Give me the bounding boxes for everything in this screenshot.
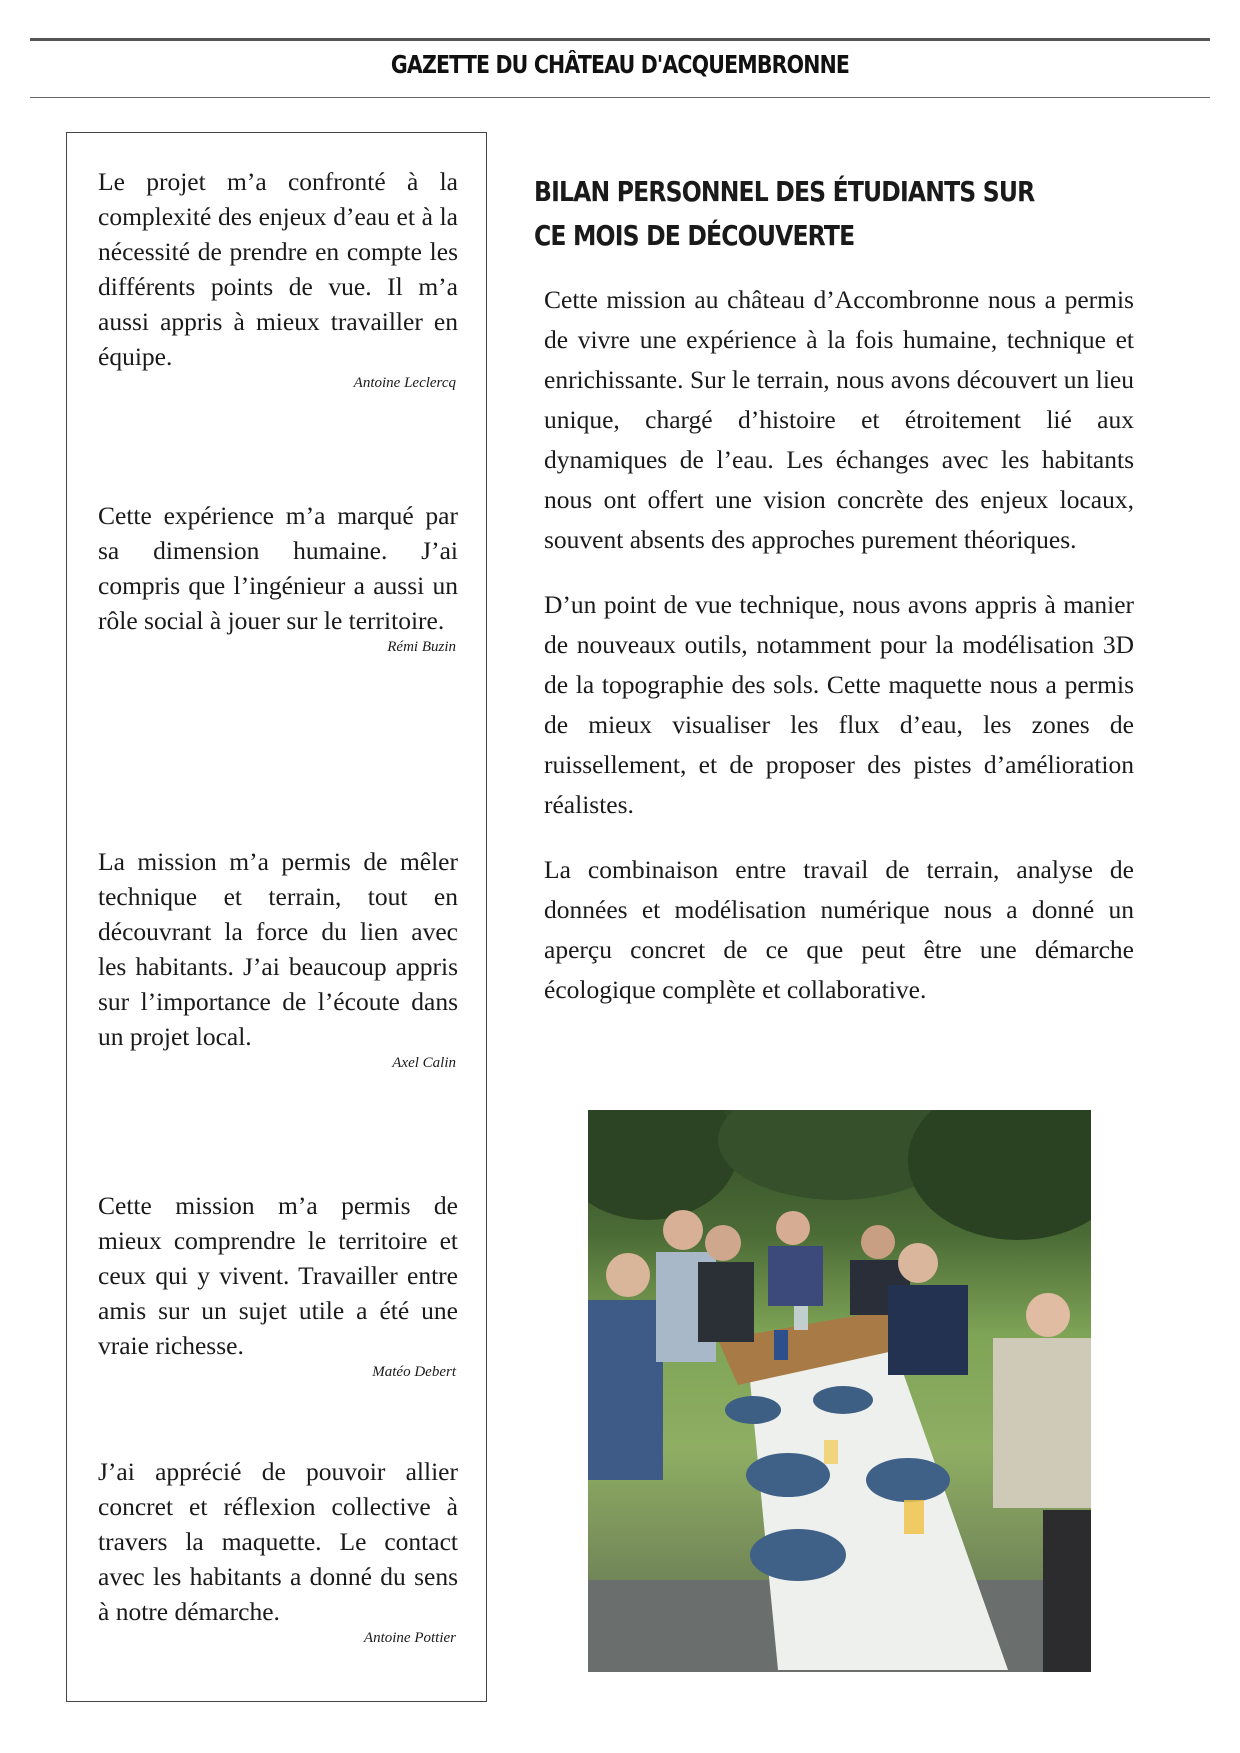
person-body xyxy=(888,1285,968,1375)
testimonial-text: Le projet m’a confronté à la complexité des enjeux d’eau et à la nécessité de prendre en compte les différents points de vue. Il m’a aussi appris à mieux travailler en équipe. xyxy=(98,167,458,371)
testimonial-text: Cette mission m’a permis de mieux comprendre le territoire et ceux qui y vivent. Travailler entre amis sur un sujet utile a été une vraie richesse. xyxy=(98,1191,458,1360)
plate xyxy=(813,1386,873,1414)
testimonials-box xyxy=(66,132,487,1702)
testimonial xyxy=(98,844,458,1072)
glass xyxy=(824,1440,838,1464)
testimonial-author: Axel Calin xyxy=(392,1055,456,1071)
plate xyxy=(746,1453,830,1497)
testimonial-text: Cette expérience m’a marqué par sa dimension humaine. J’ai compris que l’ingénieur a aussi un rôle social à jouer sur le territoire. xyxy=(98,501,458,635)
testimonial xyxy=(98,164,458,392)
testimonial xyxy=(98,1188,458,1381)
person-body xyxy=(768,1246,823,1306)
article-heading: BILAN PERSONNEL DES ÉTUDIANTS SUR CE MOIS DE DÉCOUVERTE xyxy=(534,175,1035,252)
testimonial-author: Matéo Debert xyxy=(372,1364,456,1380)
person-head xyxy=(861,1225,895,1259)
testimonial xyxy=(98,1454,458,1647)
beer-glass xyxy=(904,1500,924,1534)
person-head xyxy=(776,1211,810,1245)
person-head xyxy=(705,1225,741,1261)
person-head xyxy=(1026,1293,1070,1337)
person-head xyxy=(898,1243,938,1283)
testimonial xyxy=(98,498,458,656)
plate xyxy=(866,1458,950,1502)
person-body xyxy=(698,1262,754,1342)
testimonial-text: La mission m’a permis de mêler technique et terrain, tout en découvrant la force du lien avec les habitants. J’ai beaucoup appris sur l’importance de l’écoute dans un projet local. xyxy=(98,847,458,1051)
plate xyxy=(725,1396,781,1424)
masthead-bottom-rule xyxy=(30,97,1210,98)
testimonial-author: Antoine Leclercq xyxy=(353,375,456,391)
article-paragraph: Cette mission au château d’Accombronne nous a permis de vivre une expérience à la fois humaine, technique et enrichissante. Sur le terrain, nous avons découvert un lieu unique, chargé d’histoire et étroitement lié aux dynamiques de l’eau. Les échanges avec les habitants nous ont offert une vision concrète des enjeux locaux, souvent absents des approches purement théoriques. xyxy=(544,285,1134,554)
plate xyxy=(750,1529,846,1581)
article-paragraph: La combinaison entre travail de terrain, analyse de données et modélisation numérique nous a donné un aperçu concret de ce que peut être une démarche écologique complète et collaborative. xyxy=(544,855,1134,1004)
article-paragraph: D’un point de vue technique, nous avons appris à manier de nouveaux outils, notamment pour la modélisation 3D de la topographie des sols. Cette maquette nous a permis de mieux visualiser les flux d’eau, les zones de ruissellement, et de proposer des pistes d’amélioration réalistes. xyxy=(544,590,1134,819)
masthead-top-rule xyxy=(30,38,1210,41)
person-head xyxy=(663,1210,703,1250)
group-photo xyxy=(588,1110,1091,1672)
testimonial-text: J’ai apprécié de pouvoir allier concret et réflexion collective à travers la maquette. Le contact avec les habitants a donné du sens à notre démarche. xyxy=(98,1457,458,1626)
can xyxy=(774,1330,788,1360)
testimonial-author: Rémi Buzin xyxy=(387,639,456,655)
person-head xyxy=(606,1253,650,1297)
gazette-title: GAZETTE DU CHÂTEAU D'ACQUEMBRONNE xyxy=(390,50,850,79)
person-body xyxy=(993,1338,1091,1508)
person-body xyxy=(588,1300,663,1480)
person-body xyxy=(1043,1510,1091,1672)
testimonial-author: Antoine Pottier xyxy=(363,1630,456,1646)
article-body xyxy=(544,280,1134,1035)
